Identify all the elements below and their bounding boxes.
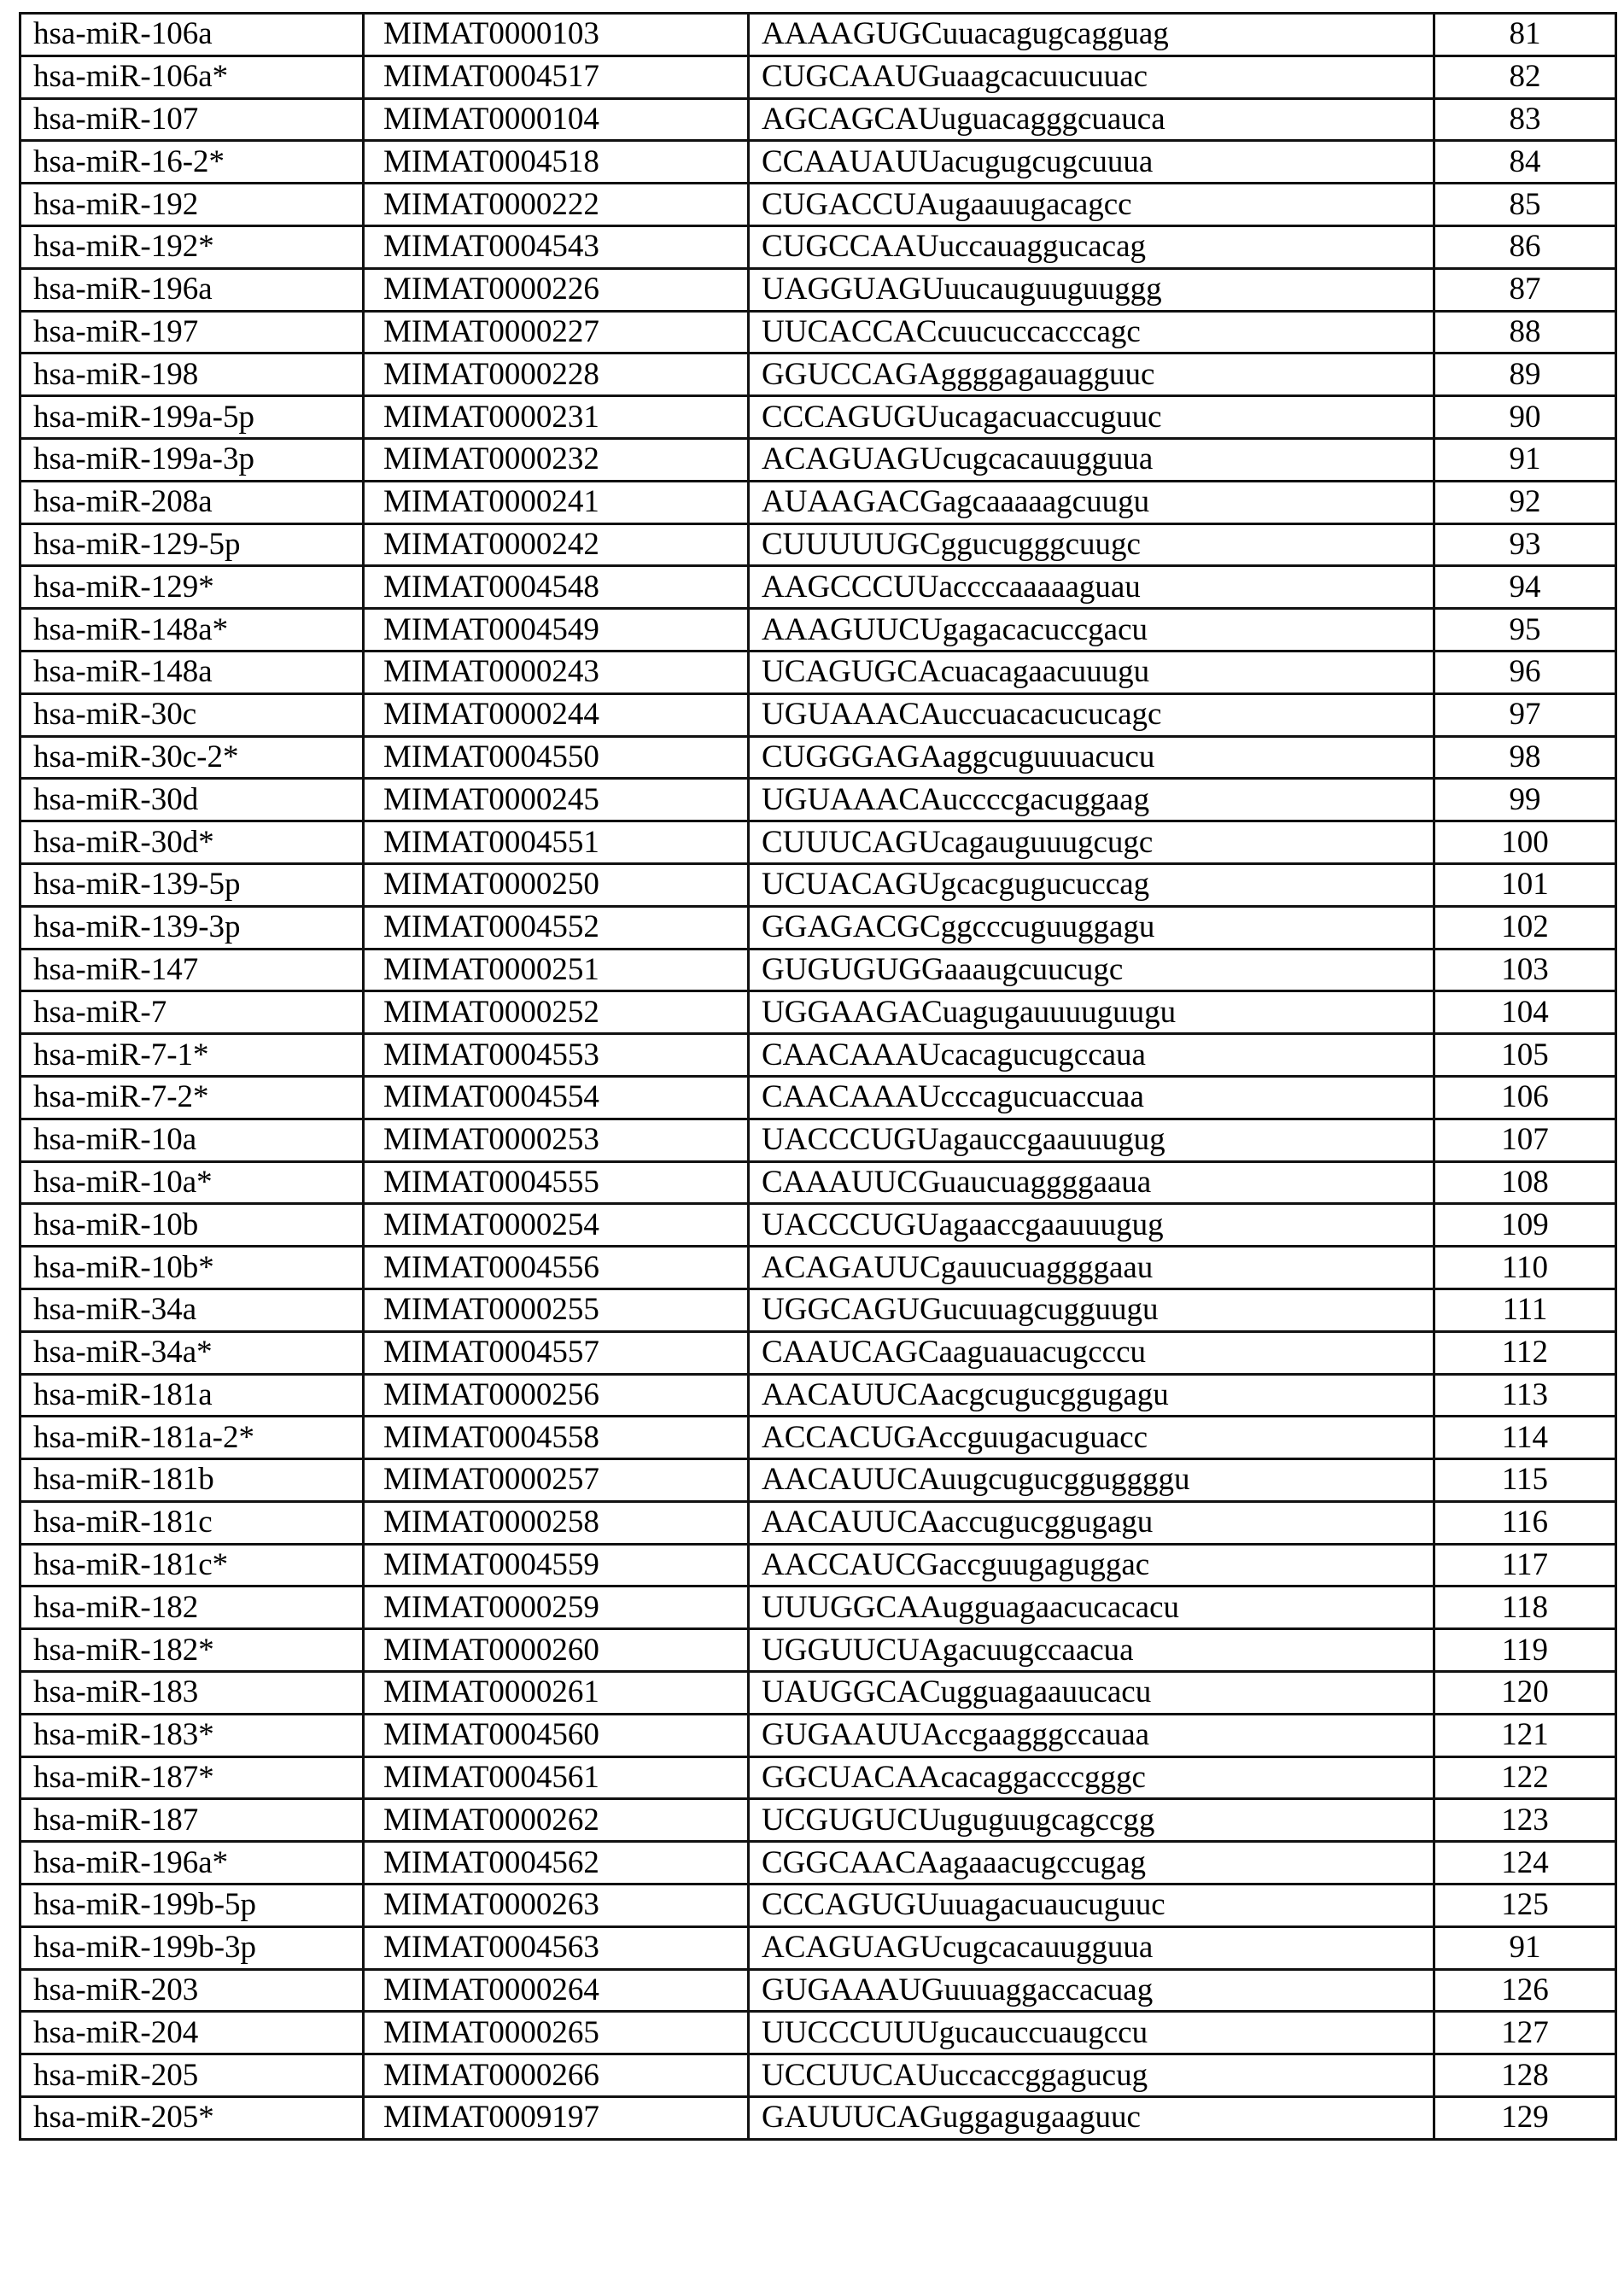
table-row — [20, 438, 1616, 481]
mirna-sequence-cell: UCUACAGUgcacgugucuccag — [749, 863, 1434, 906]
mirna-name-cell: hsa-miR-7-1* — [20, 1034, 364, 1077]
mirna-sequence-cell: UGGCAGUGucuuagcugguugu — [749, 1289, 1434, 1331]
seq-id-number-cell: 99 — [1434, 779, 1616, 821]
mirna-name-cell: hsa-miR-187 — [20, 1799, 364, 1842]
mirna-sequence-cell: AACAUUCAaccugucggugagu — [749, 1501, 1434, 1544]
mirna-name-cell: hsa-miR-192* — [20, 225, 364, 268]
seq-id-number-cell: 118 — [1434, 1587, 1616, 1629]
mirbase-accession-cell: MIMAT0004549 — [364, 609, 749, 652]
table-row — [20, 1672, 1616, 1715]
mirna-table — [19, 12, 1617, 2141]
mirbase-accession-cell: MIMAT0000252 — [364, 991, 749, 1034]
mirna-sequence-cell: AAGCCCUUaccccaaaaaguau — [749, 566, 1434, 609]
mirna-name-cell: hsa-miR-129* — [20, 566, 364, 609]
mirna-sequence-cell: ACAGUAGUcugcacauugguua — [749, 438, 1434, 481]
mirna-name-cell: hsa-miR-129-5p — [20, 523, 364, 566]
table-row — [20, 1926, 1616, 1969]
table-row — [20, 56, 1616, 98]
table-row — [20, 2054, 1616, 2097]
seq-id-number-cell: 129 — [1434, 2097, 1616, 2140]
mirna-name-cell: hsa-miR-181b — [20, 1459, 364, 1502]
mirbase-accession-cell: MIMAT0000227 — [364, 311, 749, 354]
mirbase-accession-cell: MIMAT0000244 — [364, 693, 749, 736]
table-row — [20, 1247, 1616, 1289]
seq-id-number-cell: 122 — [1434, 1756, 1616, 1799]
table-row — [20, 566, 1616, 609]
table-row — [20, 1885, 1616, 1927]
mirna-sequence-cell: CUGCCAAUuccauaggucacag — [749, 225, 1434, 268]
seq-id-number-cell: 117 — [1434, 1544, 1616, 1587]
mirna-table-body — [20, 14, 1616, 2140]
table-row — [20, 1756, 1616, 1799]
mirbase-accession-cell: MIMAT0004556 — [364, 1247, 749, 1289]
mirna-sequence-cell: UCGUGUCUuguguugcagccgg — [749, 1799, 1434, 1842]
mirbase-accession-cell: MIMAT0000251 — [364, 949, 749, 991]
table-row — [20, 651, 1616, 693]
table-row — [20, 268, 1616, 311]
seq-id-number-cell: 94 — [1434, 566, 1616, 609]
table-row — [20, 991, 1616, 1034]
mirna-name-cell: hsa-miR-181c — [20, 1501, 364, 1544]
seq-id-number-cell: 103 — [1434, 949, 1616, 991]
mirna-sequence-cell: ACAGAUUCgauucuaggggaau — [749, 1247, 1434, 1289]
mirna-name-cell: hsa-miR-30c — [20, 693, 364, 736]
seq-id-number-cell: 108 — [1434, 1161, 1616, 1204]
table-row — [20, 354, 1616, 396]
mirbase-accession-cell: MIMAT0000231 — [364, 396, 749, 439]
mirna-name-cell: hsa-miR-196a — [20, 268, 364, 311]
seq-id-number-cell: 85 — [1434, 184, 1616, 226]
table-row — [20, 1076, 1616, 1119]
seq-id-number-cell: 100 — [1434, 821, 1616, 864]
mirna-name-cell: hsa-miR-205* — [20, 2097, 364, 2140]
table-row — [20, 1969, 1616, 2012]
seq-id-number-cell: 91 — [1434, 438, 1616, 481]
table-row — [20, 396, 1616, 439]
mirna-name-cell: hsa-miR-10a* — [20, 1161, 364, 1204]
mirbase-accession-cell: MIMAT0000264 — [364, 1969, 749, 2012]
table-row — [20, 1204, 1616, 1247]
table-row — [20, 1587, 1616, 1629]
mirbase-accession-cell: MIMAT0000266 — [364, 2054, 749, 2097]
mirna-name-cell: hsa-miR-197 — [20, 311, 364, 354]
table-row — [20, 1161, 1616, 1204]
mirbase-accession-cell: MIMAT0004552 — [364, 906, 749, 949]
seq-id-number-cell: 123 — [1434, 1799, 1616, 1842]
mirna-name-cell: hsa-miR-198 — [20, 354, 364, 396]
table-row — [20, 14, 1616, 56]
mirna-sequence-cell: CCCAGUGUucagacuaccuguuc — [749, 396, 1434, 439]
mirna-sequence-cell: UUCACCACcuucuccacccagc — [749, 311, 1434, 354]
mirna-name-cell: hsa-miR-106a* — [20, 56, 364, 98]
seq-id-number-cell: 111 — [1434, 1289, 1616, 1331]
mirna-sequence-cell: UACCCUGUagaaccgaauuugug — [749, 1204, 1434, 1247]
mirna-sequence-cell: ACCACUGAccguugacuguacc — [749, 1417, 1434, 1459]
mirbase-accession-cell: MIMAT0000261 — [364, 1672, 749, 1715]
table-row — [20, 779, 1616, 821]
table-row — [20, 523, 1616, 566]
mirna-sequence-cell: UGGAAGACuagugauuuuguugu — [749, 991, 1434, 1034]
table-row — [20, 1374, 1616, 1417]
mirna-sequence-cell: AACCAUCGaccguugaguggac — [749, 1544, 1434, 1587]
seq-id-number-cell: 119 — [1434, 1629, 1616, 1672]
mirna-name-cell: hsa-miR-199a-5p — [20, 396, 364, 439]
table-row — [20, 906, 1616, 949]
mirbase-accession-cell: MIMAT0004517 — [364, 56, 749, 98]
table-row — [20, 225, 1616, 268]
mirbase-accession-cell: MIMAT0004559 — [364, 1544, 749, 1587]
seq-id-number-cell: 114 — [1434, 1417, 1616, 1459]
seq-id-number-cell: 127 — [1434, 2012, 1616, 2054]
seq-id-number-cell: 112 — [1434, 1331, 1616, 1374]
table-row — [20, 1714, 1616, 1756]
seq-id-number-cell: 125 — [1434, 1885, 1616, 1927]
mirna-sequence-cell: AAAAGUGCuuacagugcagguag — [749, 14, 1434, 56]
mirna-sequence-cell: AACAUUCAacgcugucggugagu — [749, 1374, 1434, 1417]
seq-id-number-cell: 84 — [1434, 141, 1616, 184]
table-row — [20, 821, 1616, 864]
seq-id-number-cell: 109 — [1434, 1204, 1616, 1247]
table-row — [20, 1331, 1616, 1374]
mirna-sequence-cell: CAACAAAUcccagucuaccuaa — [749, 1076, 1434, 1119]
mirbase-accession-cell: MIMAT0000259 — [364, 1587, 749, 1629]
mirna-name-cell: hsa-miR-147 — [20, 949, 364, 991]
seq-id-number-cell: 82 — [1434, 56, 1616, 98]
mirbase-accession-cell: MIMAT0000228 — [364, 354, 749, 396]
table-row — [20, 1501, 1616, 1544]
mirna-sequence-cell: CCCAGUGUuuagacuaucuguuc — [749, 1885, 1434, 1927]
table-row — [20, 481, 1616, 523]
mirbase-accession-cell: MIMAT0000242 — [364, 523, 749, 566]
mirna-name-cell: hsa-miR-30d — [20, 779, 364, 821]
mirbase-accession-cell: MIMAT0000241 — [364, 481, 749, 523]
seq-id-number-cell: 115 — [1434, 1459, 1616, 1502]
mirna-name-cell: hsa-miR-34a — [20, 1289, 364, 1331]
seq-id-number-cell: 81 — [1434, 14, 1616, 56]
mirna-sequence-cell: UGUAAACAuccccgacuggaag — [749, 779, 1434, 821]
mirna-sequence-cell: CGGCAACAagaaacugccugag — [749, 1842, 1434, 1885]
mirna-sequence-cell: UAUGGCACugguagaauucacu — [749, 1672, 1434, 1715]
seq-id-number-cell: 116 — [1434, 1501, 1616, 1544]
mirna-name-cell: hsa-miR-30d* — [20, 821, 364, 864]
mirbase-accession-cell: MIMAT0004561 — [364, 1756, 749, 1799]
mirbase-accession-cell: MIMAT0000257 — [364, 1459, 749, 1502]
mirna-sequence-cell: GGCUACAAcacaggacccgggc — [749, 1756, 1434, 1799]
seq-id-number-cell: 120 — [1434, 1672, 1616, 1715]
seq-id-number-cell: 104 — [1434, 991, 1616, 1034]
seq-id-number-cell: 124 — [1434, 1842, 1616, 1885]
mirbase-accession-cell: MIMAT0000232 — [364, 438, 749, 481]
mirbase-accession-cell: MIMAT0004553 — [364, 1034, 749, 1077]
mirna-name-cell: hsa-miR-204 — [20, 2012, 364, 2054]
mirna-name-cell: hsa-miR-183 — [20, 1672, 364, 1715]
seq-id-number-cell: 96 — [1434, 651, 1616, 693]
mirna-name-cell: hsa-miR-199b-5p — [20, 1885, 364, 1927]
mirna-sequence-cell: GUGUGUGGaaaugcuucugc — [749, 949, 1434, 991]
mirbase-accession-cell: MIMAT0004560 — [364, 1714, 749, 1756]
table-row — [20, 949, 1616, 991]
table-row — [20, 311, 1616, 354]
mirna-name-cell: hsa-miR-205 — [20, 2054, 364, 2097]
mirna-sequence-cell: CAACAAAUcacagucugccaua — [749, 1034, 1434, 1077]
mirna-sequence-cell: UGUAAACAuccuacacucucagc — [749, 693, 1434, 736]
mirna-name-cell: hsa-miR-7 — [20, 991, 364, 1034]
seq-id-number-cell: 90 — [1434, 396, 1616, 439]
seq-id-number-cell: 121 — [1434, 1714, 1616, 1756]
mirna-sequence-cell: UUUGGCAAugguagaacucacacu — [749, 1587, 1434, 1629]
mirbase-accession-cell: MIMAT0000103 — [364, 14, 749, 56]
seq-id-number-cell: 110 — [1434, 1247, 1616, 1289]
mirna-sequence-cell: CUGACCUAugaauugacagcc — [749, 184, 1434, 226]
seq-id-number-cell: 88 — [1434, 311, 1616, 354]
table-row — [20, 98, 1616, 141]
mirna-name-cell: hsa-miR-192 — [20, 184, 364, 226]
mirna-sequence-cell: CCAAUAUUacugugcugcuuua — [749, 141, 1434, 184]
seq-id-number-cell: 87 — [1434, 268, 1616, 311]
mirna-name-cell: hsa-miR-10a — [20, 1119, 364, 1161]
seq-id-number-cell: 105 — [1434, 1034, 1616, 1077]
table-row — [20, 1459, 1616, 1502]
mirna-sequence-cell: GUGAAUUAccgaagggccauaa — [749, 1714, 1434, 1756]
mirbase-accession-cell: MIMAT0000243 — [364, 651, 749, 693]
seq-id-number-cell: 113 — [1434, 1374, 1616, 1417]
table-row — [20, 1417, 1616, 1459]
mirna-name-cell: hsa-miR-208a — [20, 481, 364, 523]
mirna-sequence-cell: GAUUUCAGuggagugaaguuc — [749, 2097, 1434, 2140]
table-row — [20, 2012, 1616, 2054]
mirbase-accession-cell: MIMAT0000226 — [364, 268, 749, 311]
mirbase-accession-cell: MIMAT0000263 — [364, 1885, 749, 1927]
mirna-name-cell: hsa-miR-183* — [20, 1714, 364, 1756]
mirna-sequence-cell: UAGGUAGUuucauguuguuggg — [749, 268, 1434, 311]
mirbase-accession-cell: MIMAT0000260 — [364, 1629, 749, 1672]
mirna-sequence-cell: UCAGUGCAcuacagaacuuugu — [749, 651, 1434, 693]
mirna-sequence-cell: UUCCCUUUgucauccuaugccu — [749, 2012, 1434, 2054]
mirbase-accession-cell: MIMAT0000250 — [364, 863, 749, 906]
mirna-sequence-cell: AACAUUCAuugcugucgguggggu — [749, 1459, 1434, 1502]
mirna-name-cell: hsa-miR-182* — [20, 1629, 364, 1672]
mirbase-accession-cell: MIMAT0009197 — [364, 2097, 749, 2140]
seq-id-number-cell: 102 — [1434, 906, 1616, 949]
mirna-name-cell: hsa-miR-182 — [20, 1587, 364, 1629]
mirna-sequence-cell: CAAUCAGCaaguauacugcccu — [749, 1331, 1434, 1374]
seq-id-number-cell: 95 — [1434, 609, 1616, 652]
seq-id-number-cell: 86 — [1434, 225, 1616, 268]
mirbase-accession-cell: MIMAT0000253 — [364, 1119, 749, 1161]
mirna-sequence-cell: UACCCUGUagauccgaauuugug — [749, 1119, 1434, 1161]
mirna-sequence-cell: AGCAGCAUuguacagggcuauca — [749, 98, 1434, 141]
seq-id-number-cell: 98 — [1434, 736, 1616, 779]
seq-id-number-cell: 89 — [1434, 354, 1616, 396]
mirna-name-cell: hsa-miR-203 — [20, 1969, 364, 2012]
mirna-name-cell: hsa-miR-148a* — [20, 609, 364, 652]
mirna-sequence-cell: CUGGGAGAaggcuguuuacucu — [749, 736, 1434, 779]
mirbase-accession-cell: MIMAT0000104 — [364, 98, 749, 141]
mirna-name-cell: hsa-miR-16-2* — [20, 141, 364, 184]
table-row — [20, 1119, 1616, 1161]
table-row — [20, 1034, 1616, 1077]
table-row — [20, 609, 1616, 652]
mirna-name-cell: hsa-miR-107 — [20, 98, 364, 141]
seq-id-number-cell: 101 — [1434, 863, 1616, 906]
mirbase-accession-cell: MIMAT0004557 — [364, 1331, 749, 1374]
mirna-name-cell: hsa-miR-196a* — [20, 1842, 364, 1885]
table-row — [20, 141, 1616, 184]
mirbase-accession-cell: MIMAT0004551 — [364, 821, 749, 864]
mirbase-accession-cell: MIMAT0000254 — [364, 1204, 749, 1247]
mirbase-accession-cell: MIMAT0000222 — [364, 184, 749, 226]
mirna-sequence-cell: CAAAUUCGuaucuaggggaaua — [749, 1161, 1434, 1204]
mirbase-accession-cell: MIMAT0004548 — [364, 566, 749, 609]
mirbase-accession-cell: MIMAT0004555 — [364, 1161, 749, 1204]
seq-id-number-cell: 97 — [1434, 693, 1616, 736]
mirbase-accession-cell: MIMAT0004554 — [364, 1076, 749, 1119]
table-row — [20, 1629, 1616, 1672]
seq-id-number-cell: 128 — [1434, 2054, 1616, 2097]
mirna-sequence-cell: AAAGUUCUgagacacuccgacu — [749, 609, 1434, 652]
table-row — [20, 736, 1616, 779]
mirna-name-cell: hsa-miR-181c* — [20, 1544, 364, 1587]
table-row — [20, 1842, 1616, 1885]
mirbase-accession-cell: MIMAT0004550 — [364, 736, 749, 779]
mirbase-accession-cell: MIMAT0000256 — [364, 1374, 749, 1417]
table-row — [20, 1799, 1616, 1842]
mirna-sequence-cell: GUGAAAUGuuuaggaccacuag — [749, 1969, 1434, 2012]
seq-id-number-cell: 91 — [1434, 1926, 1616, 1969]
mirna-name-cell: hsa-miR-199a-3p — [20, 438, 364, 481]
table-row — [20, 693, 1616, 736]
table-row — [20, 2097, 1616, 2140]
mirbase-accession-cell: MIMAT0000258 — [364, 1501, 749, 1544]
table-row — [20, 1544, 1616, 1587]
table-row — [20, 184, 1616, 226]
mirna-sequence-cell: CUUUUUGCggucugggcuugc — [749, 523, 1434, 566]
seq-id-number-cell: 92 — [1434, 481, 1616, 523]
mirna-name-cell: hsa-miR-7-2* — [20, 1076, 364, 1119]
mirna-name-cell: hsa-miR-34a* — [20, 1331, 364, 1374]
mirna-name-cell: hsa-miR-181a — [20, 1374, 364, 1417]
seq-id-number-cell: 93 — [1434, 523, 1616, 566]
mirna-name-cell: hsa-miR-181a-2* — [20, 1417, 364, 1459]
mirbase-accession-cell: MIMAT0004563 — [364, 1926, 749, 1969]
seq-id-number-cell: 107 — [1434, 1119, 1616, 1161]
mirna-name-cell: hsa-miR-10b — [20, 1204, 364, 1247]
mirbase-accession-cell: MIMAT0004543 — [364, 225, 749, 268]
mirbase-accession-cell: MIMAT0004562 — [364, 1842, 749, 1885]
mirna-sequence-cell: UCCUUCAUuccaccggagucug — [749, 2054, 1434, 2097]
mirna-sequence-cell: ACAGUAGUcugcacauugguua — [749, 1926, 1434, 1969]
mirbase-accession-cell: MIMAT0000262 — [364, 1799, 749, 1842]
mirbase-accession-cell: MIMAT0000255 — [364, 1289, 749, 1331]
mirna-sequence-cell: CUUUCAGUcagauguuugcugc — [749, 821, 1434, 864]
seq-id-number-cell: 83 — [1434, 98, 1616, 141]
mirna-sequence-cell: UGGUUCUAgacuugccaacua — [749, 1629, 1434, 1672]
mirna-sequence-cell: GGUCCAGAggggagauagguuc — [749, 354, 1434, 396]
mirna-name-cell: hsa-miR-30c-2* — [20, 736, 364, 779]
mirna-sequence-cell: CUGCAAUGuaagcacuucuuac — [749, 56, 1434, 98]
mirna-sequence-cell: GGAGACGCggcccuguuggagu — [749, 906, 1434, 949]
mirna-name-cell: hsa-miR-199b-3p — [20, 1926, 364, 1969]
mirna-name-cell: hsa-miR-106a — [20, 14, 364, 56]
mirna-name-cell: hsa-miR-187* — [20, 1756, 364, 1799]
mirbase-accession-cell: MIMAT0000245 — [364, 779, 749, 821]
mirbase-accession-cell: MIMAT0000265 — [364, 2012, 749, 2054]
seq-id-number-cell: 126 — [1434, 1969, 1616, 2012]
table-row — [20, 1289, 1616, 1331]
mirna-sequence-cell: AUAAGACGagcaaaaagcuugu — [749, 481, 1434, 523]
seq-id-number-cell: 106 — [1434, 1076, 1616, 1119]
mirna-name-cell: hsa-miR-139-3p — [20, 906, 364, 949]
mirbase-accession-cell: MIMAT0004518 — [364, 141, 749, 184]
mirna-name-cell: hsa-miR-139-5p — [20, 863, 364, 906]
table-row — [20, 863, 1616, 906]
mirna-name-cell: hsa-miR-10b* — [20, 1247, 364, 1289]
mirna-name-cell: hsa-miR-148a — [20, 651, 364, 693]
mirbase-accession-cell: MIMAT0004558 — [364, 1417, 749, 1459]
